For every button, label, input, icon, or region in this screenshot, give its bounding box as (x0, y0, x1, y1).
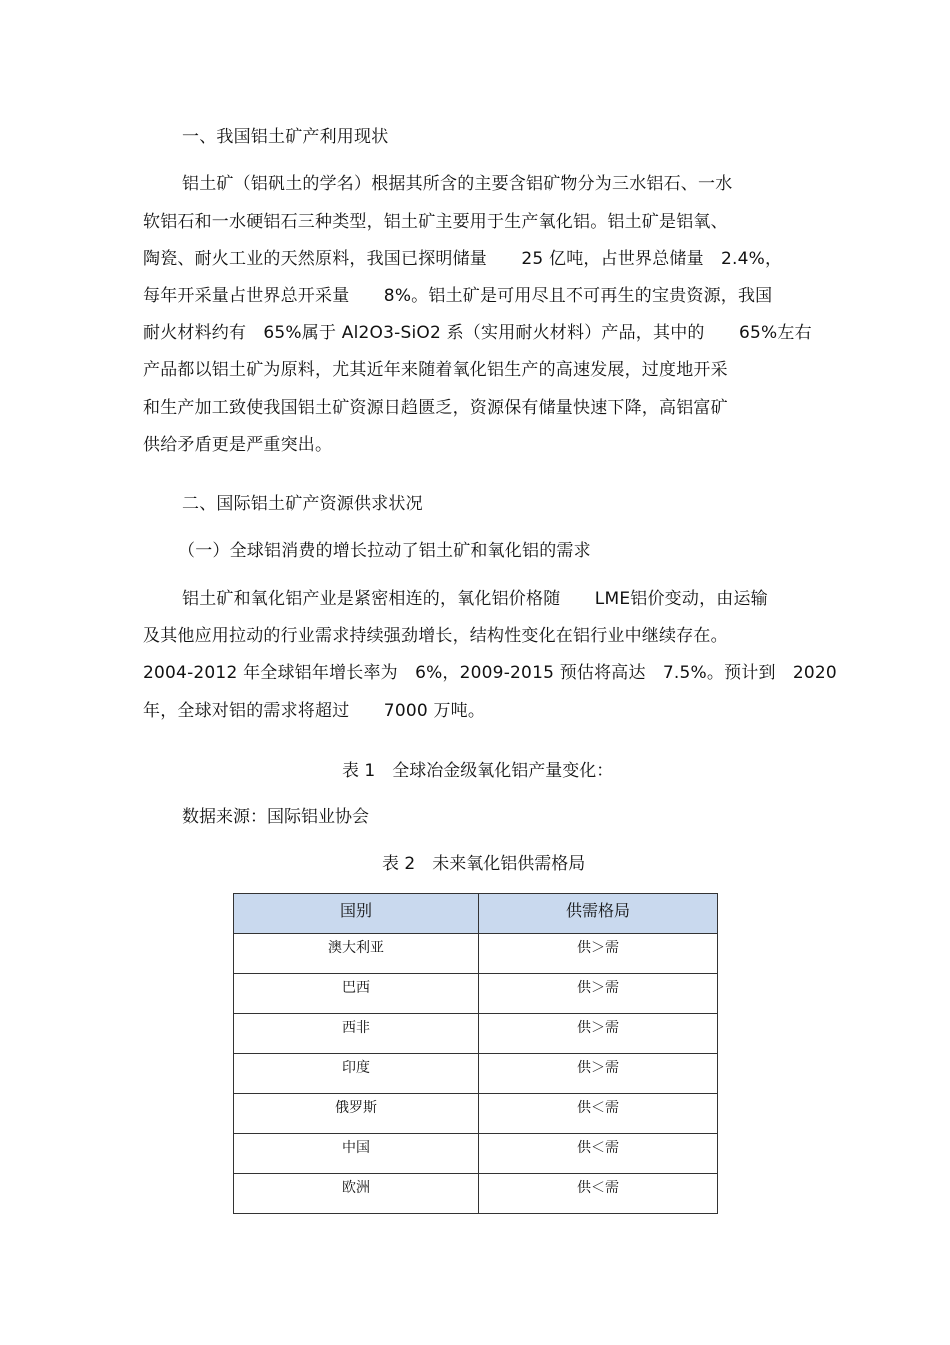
section1-line-6: 产品都以铝土矿为原料，尤其近年来随着氧化铝生产的高速发展，过度地开采 (143, 360, 728, 380)
country-cell: 俄罗斯 (234, 1094, 479, 1134)
table1-caption: 表 1 全球冶金级氧化铝产量变化： (342, 761, 614, 781)
section1-line-4: 每年开采量占世界总开采量 8%。铝土矿是可用尽且不可再生的宝贵资源，我国 (143, 286, 773, 306)
supply-demand-cell: 供＜需 (479, 1134, 718, 1174)
section2-line-4: 年，全球对铝的需求将超过 7000 万吨。 (143, 701, 486, 721)
country-cell: 澳大利亚 (234, 934, 479, 974)
section1-line-7: 和生产加工致使我国铝土矿资源日趋匮乏，资源保有储量快速下降，高铝富矿 (143, 398, 728, 418)
section1-heading: 一、我国铝土矿产利用现状 (182, 127, 389, 147)
section1-line-2: 软铝石和一水硬铝石三种类型，铝土矿主要用于生产氧化铝。铝土矿是铝氧、 (143, 212, 728, 232)
section1-line-8: 供给矛盾更是严重突出。 (143, 435, 333, 455)
supply-demand-cell: 供＞需 (479, 1054, 718, 1094)
country-cell: 西非 (234, 1014, 479, 1054)
supply-demand-cell: 供＞需 (479, 934, 718, 974)
table-row (234, 1174, 718, 1214)
section1-line-3: 陶瓷、耐火工业的天然原料，我国已探明储量 25 亿吨，占世界总储量 2.4%， (143, 249, 783, 269)
table-header-row (234, 894, 718, 934)
supply-demand-cell: 供＞需 (479, 974, 718, 1014)
table-row (234, 1014, 718, 1054)
table-row (234, 974, 718, 1014)
table-row (234, 1094, 718, 1134)
table2-caption: 表 2 未来氧化铝供需格局 (382, 854, 586, 874)
table-row (234, 1054, 718, 1094)
supply-demand-cell: 供＜需 (479, 1094, 718, 1134)
table1-source: 数据来源：国际铝业协会 (182, 807, 369, 827)
supply-demand-cell: 供＜需 (479, 1174, 718, 1214)
header-supply-demand: 供需格局 (479, 894, 718, 934)
section2-line-2: 及其他应用拉动的行业需求持续强劲增长，结构性变化在铝行业中继续存在。 (143, 626, 728, 646)
section2-line-3: 2004-2012 年全球铝年增长率为 6%，2009-2015 预估将高达 7.5%。预计到 2020 (143, 663, 837, 683)
section1-line-1: 铝土矿（铝矾土的学名）根据其所含的主要含铝矿物分为三水铝石、一水 (182, 174, 733, 194)
table-row (234, 934, 718, 974)
country-cell: 欧洲 (234, 1174, 479, 1214)
section2-heading: 二、国际铝土矿产资源供求状况 (182, 494, 423, 514)
country-cell: 印度 (234, 1054, 479, 1094)
table-row (234, 1134, 718, 1174)
country-cell: 巴西 (234, 974, 479, 1014)
section2-subheading: （一）全球铝消费的增长拉动了铝土矿和氧化铝的需求 (178, 541, 591, 561)
country-cell: 中国 (234, 1134, 479, 1174)
header-country: 国别 (234, 894, 479, 934)
section2-line-1: 铝土矿和氧化铝产业是紧密相连的，氧化铝价格随 LME铝价变动，由运输 (182, 589, 768, 609)
section1-line-5: 耐火材料约有 65%属于 Al2O3-SiO2 系（实用耐火材料）产品，其中的 65%左右 (143, 323, 812, 343)
supply-demand-cell: 供＞需 (479, 1014, 718, 1054)
supply-demand-table (233, 893, 718, 1214)
